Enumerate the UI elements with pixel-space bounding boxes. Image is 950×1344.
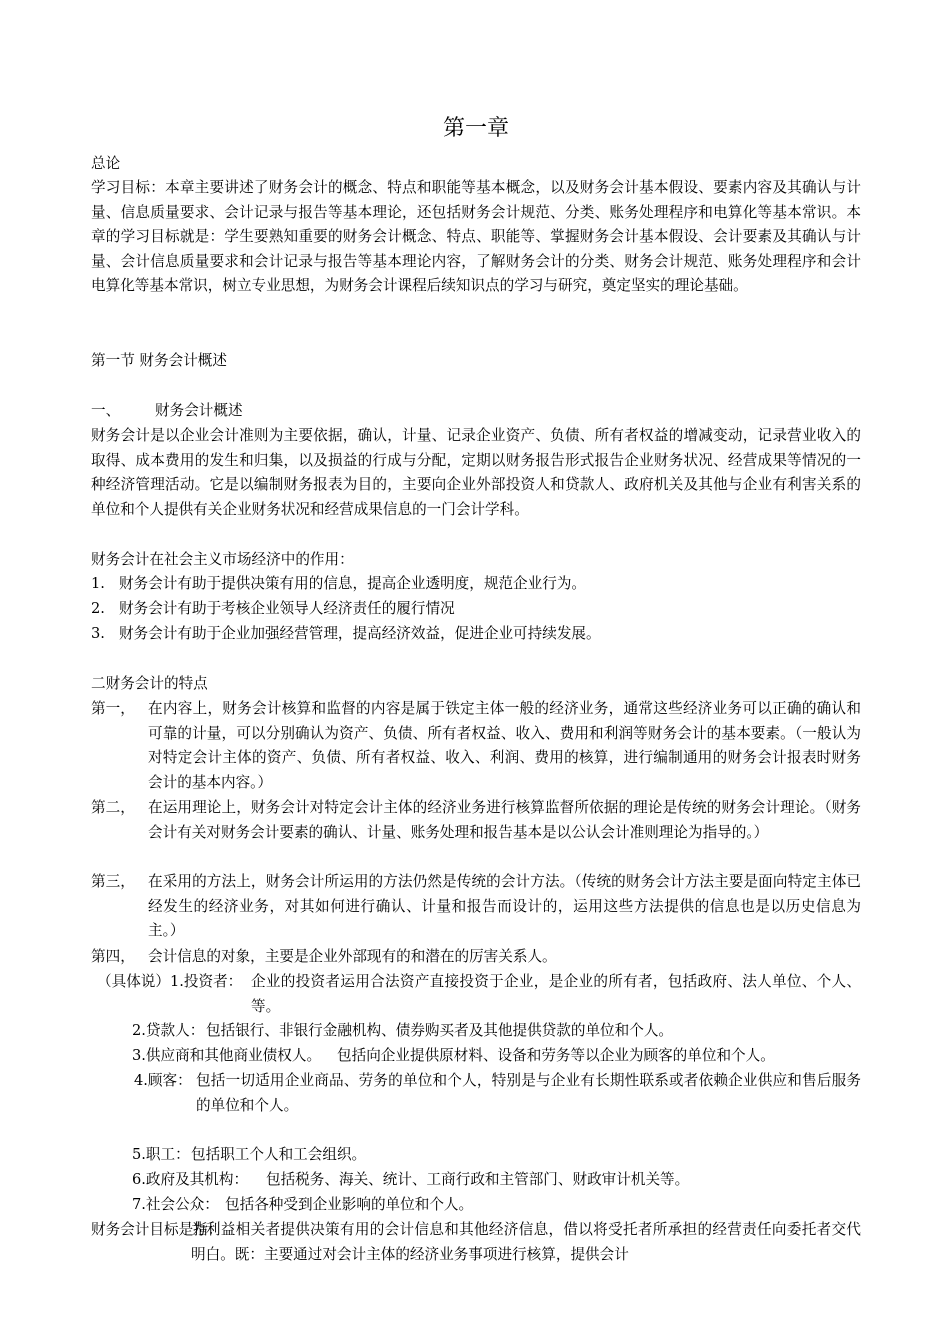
user-label: 5.职工： <box>132 1146 190 1163</box>
role-intro: 财务会计在社会主义市场经济中的作用： <box>91 551 354 568</box>
heading-number: 一、 <box>91 402 121 419</box>
user-label: 7.社会公众： <box>132 1196 219 1213</box>
section-heading: 第一节 财务会计概述 <box>91 352 227 369</box>
list-number: 2. <box>91 600 105 617</box>
user-label: 3.供应商和其他商业债权人。 <box>132 1047 322 1064</box>
user-text: 包括职工个人和工会组织。 <box>191 1146 367 1163</box>
feature-label: 第三， <box>91 873 135 890</box>
feature-label: 第一， <box>91 700 135 717</box>
goal-text: 为利益相关者提供决策有用的会计信息和其他经济信息，借以将受托者所承担的经营责任向委托者交代明白。既：主要通过对会计主体的经济业务事项进行核算，提供会计 <box>191 1221 861 1263</box>
list-item: 财务会计有助于考核企业领导人经济责任的履行情况 <box>119 600 455 617</box>
user-text: 企业的投资者运用合法资产直接投资于企业，是企业的所有者，包括政府、法人单位、个人、等。 <box>251 973 861 1015</box>
user-text: 包括税务、海关、统计、工商行政和主管部门、财政审计机关等。 <box>266 1171 690 1188</box>
user-label: （具体说）1.投资者： <box>97 973 243 990</box>
list-number: 3. <box>91 625 105 642</box>
feature-label: 第四， <box>91 948 135 965</box>
chapter-subtitle: 总论 <box>91 155 121 172</box>
learning-objectives: 学习目标：本章主要讲述了财务会计的概念、特点和职能等基本概念，以及财务会计基本假设、要素内容及其确认与计量、信息质量要求、会计记录与报告等基本理论，还包括财务会计规范、分类、账务处理程序和电算化等基本常识。本章的学习目标就是：学生要熟知重要的财务会计概念、特点、职能等、掌握财务会计基本假设、会计要素及其确认与计量、会计信息质量要求和会计记录与报告等基本理论内容，了解财务会计的分类、财务会计规范、账务处理程序和会计电算化等基本常识，树立专业思想，为财务会计课程后续知识点的学习与研究，奠定坚实的理论基础。 <box>91 179 861 295</box>
list-number: 1. <box>91 575 105 592</box>
user-text-body: 包括一切适用企业商品、劳务的单位和个人，特别是与企业有长期性联系或者依赖企业供应和售后服务的单位和个人。 <box>196 1072 861 1114</box>
feature-text: 会计信息的对象，主要是企业外部现有的和潜在的厉害关系人。 <box>148 948 557 965</box>
user-label: 2.贷款人： <box>132 1022 205 1039</box>
user-label: 6.政府及其机构： <box>132 1171 249 1188</box>
user-text <box>196 1069 861 1118</box>
feature-label: 第二， <box>91 799 135 816</box>
user-text: 包括各种受到企业影响的单位和个人。 <box>225 1196 474 1213</box>
list-item: 财务会计有助于提供决策有用的信息，提高企业透明度，规范企业行为。 <box>119 575 587 592</box>
goal-label: 财务会计目标是指： <box>91 1221 223 1238</box>
heading-text: 财务会计概述 <box>155 402 243 419</box>
user-label: 4.顾客： <box>134 1072 192 1089</box>
feature-text: 在内容上，财务会计核算和监督的内容是属于铁定主体一般的经济业务，通常这些经济业务可以正确的确认和可靠的计量，可以分别确认为资产、负债、所有者权益、收入、费用和利润等财务会计的基本要素。（一般认为对特定会计主体的资产、负债、所有者权益、收入、利润、费用的核算，进行编制通用的财务会计报表时财务会计的基本内容。） <box>148 700 861 791</box>
heading-features: 二财务会计的特点 <box>91 675 208 692</box>
definition-paragraph: 财务会计是以企业会计准则为主要依据，确认，计量、记录企业资产、负债、所有者权益的增减变动，记录营业收入的取得、成本费用的发生和归集，以及损益的行成与分配，定期以财务报告形式报告企业财务状况、经营成果等情况的一种经济管理活动。它是以编制财务报表为目的，主要向企业外部投资人和贷款人、政府机关及其他与企业有利害关系的单位和个人提供有关企业财务状况和经营成果信息的一门会计学科。 <box>91 427 861 518</box>
chapter-title: 第一章 <box>442 116 509 141</box>
list-item: 财务会计有助于企业加强经营管理，提高经济效益，促进企业可持续发展。 <box>119 625 601 642</box>
user-text: 包括向企业提供原材料、设备和劳务等以企业为顾客的单位和个人。 <box>337 1047 775 1064</box>
user-text: 包括银行、非银行金融机构、债券购买者及其他提供贷款的单位和个人。 <box>206 1022 674 1039</box>
feature-text: 在运用理论上，财务会计对特定会计主体的经济业务进行核算监督所依据的理论是传统的财务会计理论。（财务会计有关对财务会计要素的确认、计量、账务处理和报告基本是以公认会计准则理论为指导的。） <box>148 799 861 841</box>
feature-text: 在采用的方法上，财务会计所运用的方法仍然是传统的会计方法。（传统的财务会计方法主要是面向特定主体已经发生的经济业务，对其如何进行确认、计量和报告而设计的，运用这些方法提供的信息也是以历史信息为主。） <box>148 873 861 940</box>
